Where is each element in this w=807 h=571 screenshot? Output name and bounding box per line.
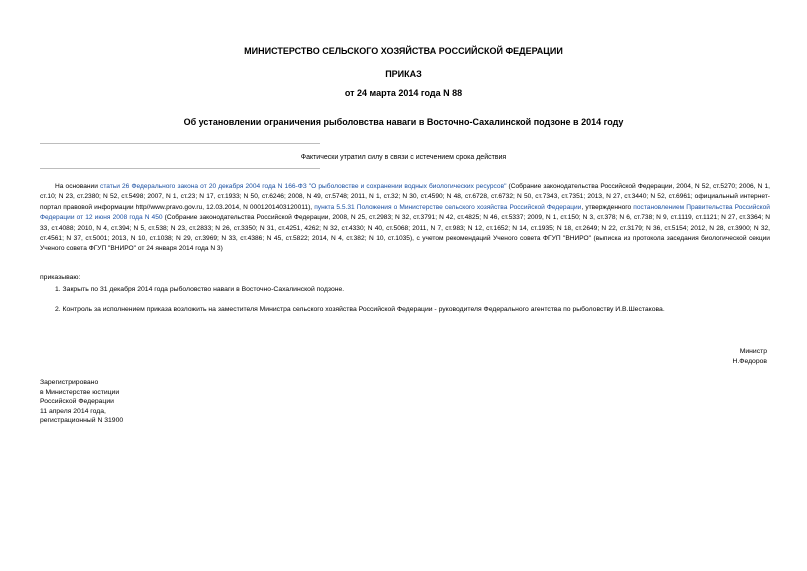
preamble-paragraph — [40, 182, 770, 255]
status-note: Фактически утратил силу в связи с истечением срока действия — [300, 154, 507, 161]
ministry-regulation-link[interactable]: пункта 5.5.31 Положения о Министерстве сельского хозяйства Российской Федерации — [314, 203, 582, 211]
signatory-position: Министр — [739, 348, 767, 355]
doc-title: Об установлении ограничения рыболовства наваги в Восточно-Сахалинской подзоне в 2014 году — [183, 117, 624, 127]
government-decree-link[interactable]: постановлением Правительства Российской Федерации от 12 июня 2008 года N 450 — [40, 203, 770, 222]
divider-top — [40, 143, 320, 144]
preamble-text-3: , утвержденного — [581, 203, 634, 211]
doc-date-number: от 24 марта 2014 года N 88 — [344, 88, 463, 98]
registration-date: 11 апреля 2014 года, — [40, 407, 106, 415]
signatory-name: Н.Федоров — [732, 358, 767, 365]
ministry-heading: МИНИСТЕРСТВО СЕЛЬСКОГО ХОЗЯЙСТВА РОССИЙСКОЙ ФЕДЕРАЦИИ — [244, 46, 563, 56]
signature-block — [732, 347, 767, 367]
preamble-text-4: (Собрание законодательства Российской Федерации, 2008, N 25, ст.2983; N 32, ст.3791; N 42, ст.4825; N 46, ст.5337; 2009, N 1, ст.150; N 3, ст.378; N 6, ст.738; N 9, ст.1119, ст.1121; N 27, ст.3364; N 33, ст.4088; 2010, N 4, ст.394; N 5, ст.538; N 23, ст.2833; N 26, ст.3350; N 31, ст.4251, 4262; N 32, ст.4330; N 40, ст.5068; 2011, N 7, ст.983; N 12, ст.1652; N 14, ст.1935; N 18, ст.2649; N 22, ст.3179; N 36, ст.5154; 2012, N 28, ст.3900; N 32, ст.4561; N 37, ст.5001; 2013, N 10, ст.1038; N 29, ст.3969; N 33, ст.4386; N 45, ст.5822; 2014, N 4, ст.382; N 10, ст.1035), с учетом рекомендаций Ученого совета ФГУП "ВНИРО" (выписка из протокола заседания биологической секции Ученого совета ФГУП "ВНИРО" от 24 января 2014 года N 3) — [40, 214, 771, 253]
registration-line: Российской Федерации — [40, 398, 114, 406]
order-item-2: 2. Контроль за исполнением приказа возложить на заместителя Министра сельского хозяйства Российской Федерации - руководителя Федерального агентства по рыболовству И.В.Шестакова. — [55, 306, 665, 313]
doc-type-heading: ПРИКАЗ — [385, 69, 422, 79]
registration-number: регистрационный N 31900 — [40, 417, 124, 425]
registration-line: Зарегистрировано — [40, 379, 99, 386]
preamble-text-1: На основании — [55, 183, 101, 190]
preamble-text-2: (Собрание законодательства Российской Федерации, 2004, N 52, ст.5270; 2006, N 1, ст.10; N 23, ст.2380; N 52, ст.5498; 2007, N 1, ст.23; N 17, ст.1933; N 50, ст.6246; 2008, N 49, ст.5748; 2011, N 1, ст.32; N 30, ст.4590; N 48, ст.6728, ст.6732; N 50, ст.7343, ст.7351; 2013, N 27, ст.3440; N 52, ст.6961; официальный интернет-портал правовой информации http//www.pravo.gov.ru, 12.03.2014, N 0001201403120011), — [40, 183, 770, 211]
divider-bottom — [40, 168, 320, 169]
order-word: приказываю: — [40, 274, 81, 281]
order-item-1: 1. Закрыть по 31 декабря 2014 года рыболовство наваги в Восточно-Сахалинской подзоне. — [55, 286, 345, 293]
registration-line: в Министерстве юстиции — [40, 388, 120, 396]
law-article-26-link[interactable]: статьи 26 Федерального закона от 20 декабря 2004 года N 166-ФЗ "О рыболовстве и сохранении водных биологических ресурсов" — [100, 183, 507, 190]
registration-block — [40, 378, 123, 426]
